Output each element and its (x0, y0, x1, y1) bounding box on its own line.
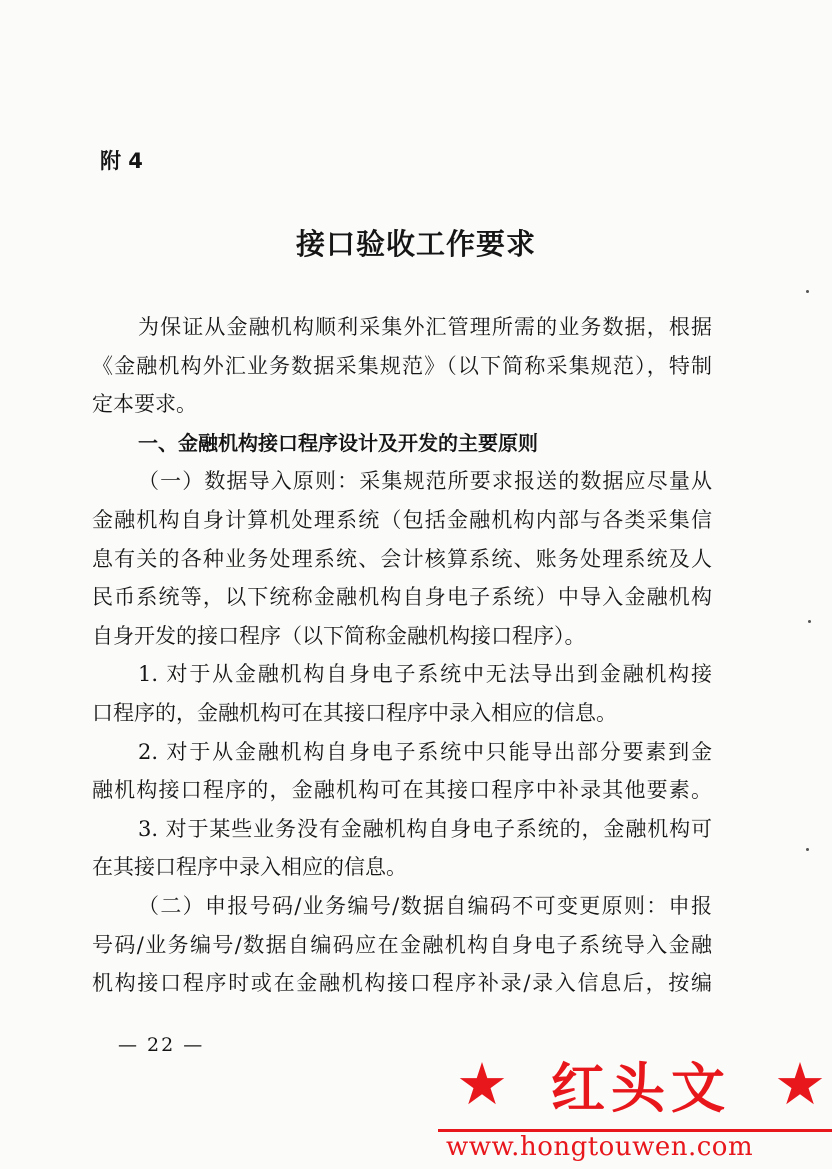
star-icon: ★ (774, 1050, 826, 1118)
star-icon: ★ (456, 1050, 508, 1118)
paragraph-line: 金融机构自身计算机处理系统（包括金融机构内部与各类采集信 (92, 507, 712, 532)
scan-speck (806, 848, 809, 851)
paragraph-line: 号码/业务编号/数据自编码应在金融机构自身电子系统导入金融 (92, 932, 712, 957)
paragraph-line: 2. 对于从金融机构自身电子系统中只能导出部分要素到金 (138, 739, 712, 764)
document-body (92, 308, 712, 1003)
section-heading: 一、金融机构接口程序设计及开发的主要原则 (138, 430, 538, 455)
paragraph-line: 《金融机构外汇业务数据采集规范》（以下简称采集规范），特制 (92, 353, 712, 378)
paragraph-line: 定本要求。 (92, 392, 197, 417)
paragraph-line: 口程序的，金融机构可在其接口程序中录入相应的信息。 (92, 700, 617, 725)
scan-speck (808, 620, 811, 623)
paragraph-line: （一）数据导入原则：采集规范所要求报送的数据应尽量从 (138, 469, 712, 494)
paragraph-line: 自身开发的接口程序（以下简称金融机构接口程序）。 (92, 623, 586, 648)
page-number: — 22 — (118, 1034, 205, 1056)
watermark-banner (456, 1044, 826, 1124)
watermark-url: www.hongtouwen.com (446, 1132, 754, 1162)
attachment-label: 附 4 (100, 149, 143, 173)
document-title: 接口验收工作要求 (295, 227, 536, 261)
paragraph-line: 1. 对于从金融机构自身电子系统中无法导出到金融机构接 (138, 662, 712, 687)
paragraph-line: 民币系统等，以下统称金融机构自身电子系统）中导入金融机构 (92, 585, 712, 610)
paragraph-line: 在其接口程序中录入相应的信息。 (92, 855, 407, 880)
paragraph-line: 机构接口程序时或在金融机构接口程序补录/录入信息后，按编 (92, 971, 712, 996)
paragraph-line: 息有关的各种业务处理系统、会计核算系统、账务处理系统及人 (92, 546, 712, 571)
scan-speck (806, 290, 809, 293)
paragraph-line: （二）申报号码/业务编号/数据自编码不可变更原则：申报 (138, 893, 712, 918)
watermark (438, 1044, 832, 1164)
watermark-text: 红头文 (551, 1055, 731, 1120)
paragraph-line: 融机构接口程序的，金融机构可在其接口程序中补录其他要素。 (92, 778, 712, 803)
paragraph-line: 为保证从金融机构顺利采集外汇管理所需的业务数据，根据 (138, 315, 712, 339)
paragraph-line: 3. 对于某些业务没有金融机构自身电子系统的，金融机构可 (138, 816, 712, 841)
